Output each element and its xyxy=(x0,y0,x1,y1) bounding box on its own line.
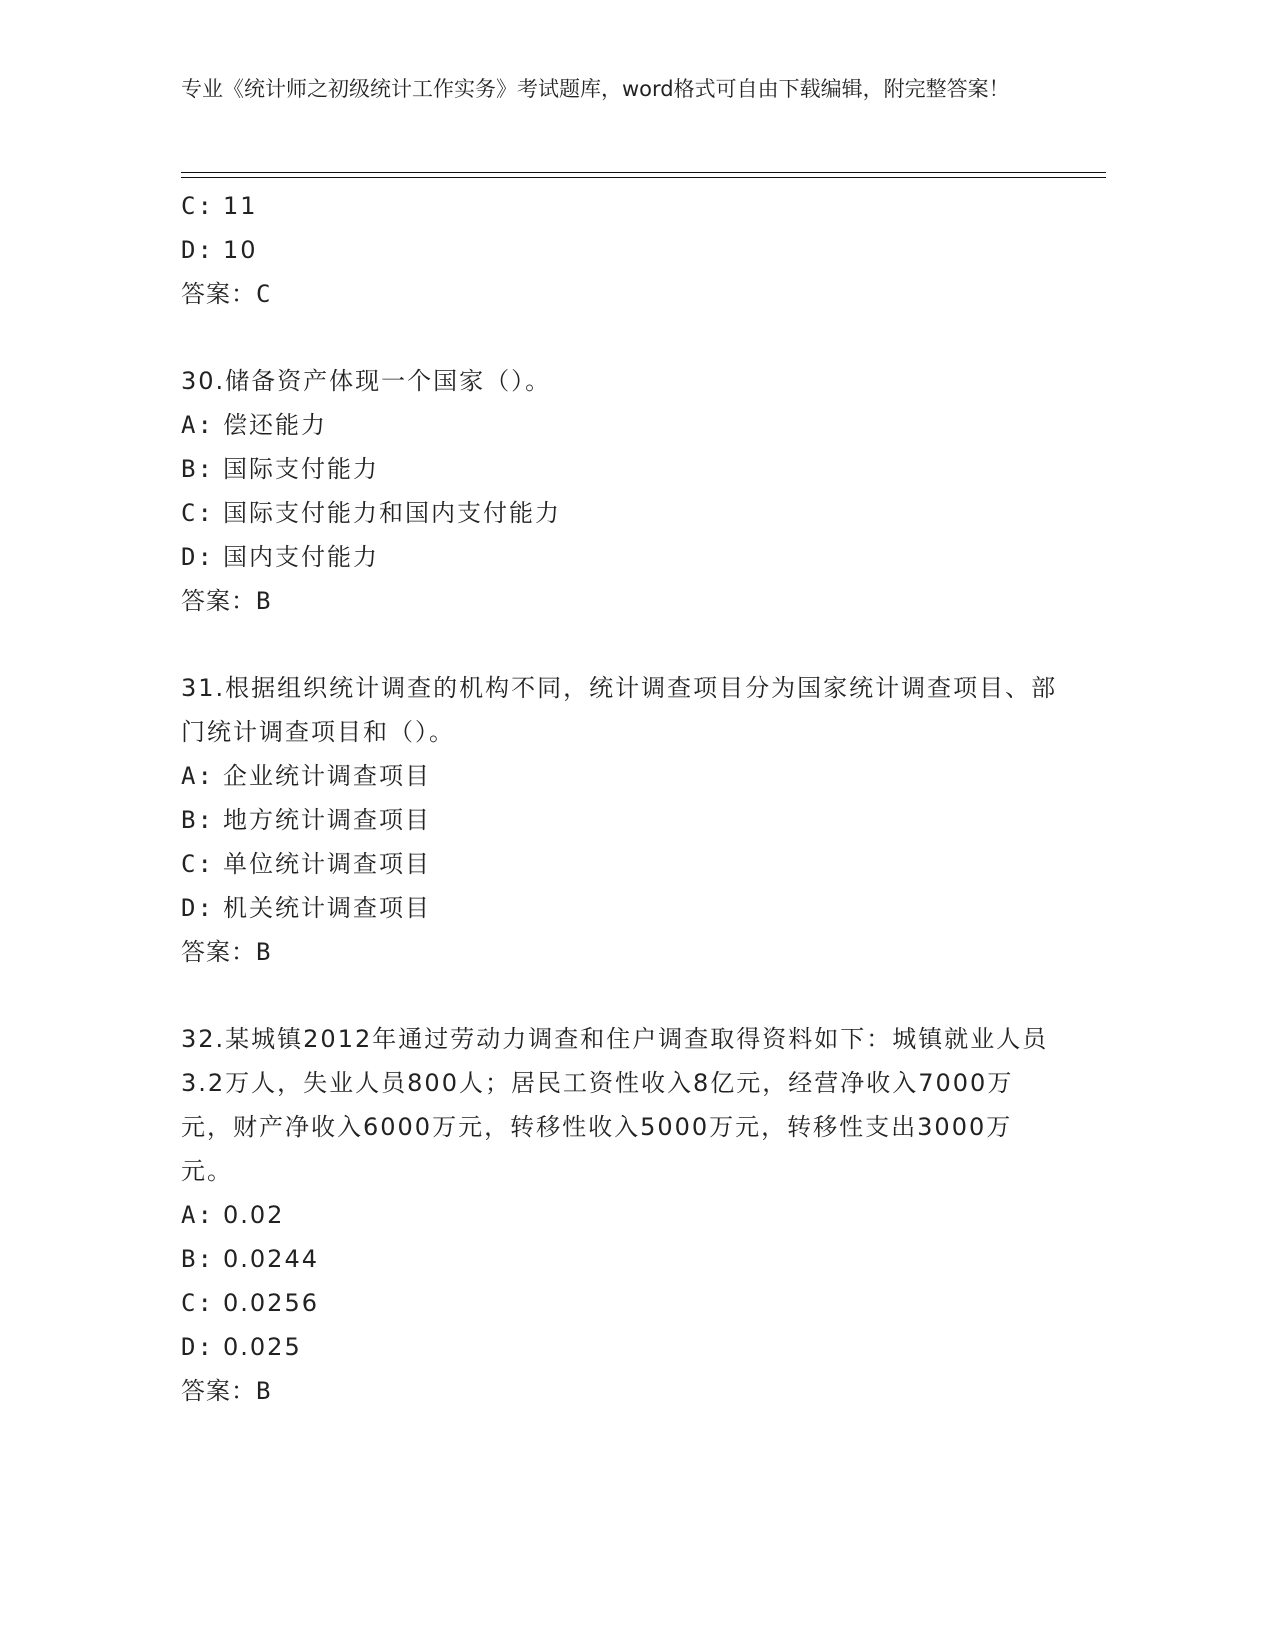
answer-line xyxy=(181,579,1061,623)
option-letter: B: xyxy=(181,1245,214,1273)
option-a xyxy=(181,754,1061,798)
option-c xyxy=(181,184,1061,228)
option-text: 0.0256 xyxy=(223,1289,319,1317)
answer-line xyxy=(181,1369,1061,1413)
question-stem: 32.某城镇2012年通过劳动力调查和住户调查取得资料如下：城镇就业人员3.2万人，失业人员800人；居民工资性收入8亿元，经营净收入7000万元，财产净收入6000万元，转移性收入5000万元，转移性支出3000万元。 xyxy=(181,1025,1049,1185)
option-a xyxy=(181,1193,1061,1237)
option-letter: C: xyxy=(181,850,214,878)
option-a xyxy=(181,403,1061,447)
document-header xyxy=(181,72,1061,107)
option-d xyxy=(181,535,1061,579)
option-letter: B: xyxy=(181,455,214,483)
answer-label: 答案： xyxy=(181,587,256,615)
option-letter: D: xyxy=(181,1333,214,1361)
option-b xyxy=(181,798,1061,842)
header-rule-top xyxy=(181,172,1106,173)
option-d xyxy=(181,1325,1061,1369)
option-text: 11 xyxy=(223,192,258,220)
header-rule-bottom xyxy=(181,177,1106,178)
option-letter: B: xyxy=(181,806,214,834)
option-text: 地方统计调查项目 xyxy=(223,806,431,834)
prev-question-block xyxy=(181,184,1061,316)
option-text: 0.0244 xyxy=(223,1245,319,1273)
option-c xyxy=(181,491,1061,535)
question-list xyxy=(181,184,1061,1413)
option-c xyxy=(181,842,1061,886)
option-text: 国内支付能力 xyxy=(223,543,379,571)
option-d xyxy=(181,228,1061,272)
answer-label: 答案： xyxy=(181,1377,256,1405)
option-letter: A: xyxy=(181,411,214,439)
option-letter: C: xyxy=(181,499,214,527)
option-text: 单位统计调查项目 xyxy=(223,850,431,878)
question-30 xyxy=(181,359,1061,623)
answer-value: B xyxy=(256,938,272,966)
question-32 xyxy=(181,1017,1061,1413)
option-letter: D: xyxy=(181,236,214,264)
option-b xyxy=(181,1237,1061,1281)
option-text: 0.02 xyxy=(223,1201,285,1229)
answer-label: 答案： xyxy=(181,280,256,308)
answer-value: B xyxy=(256,587,272,615)
question-31 xyxy=(181,666,1061,974)
option-text: 0.025 xyxy=(223,1333,302,1361)
option-text: 企业统计调查项目 xyxy=(223,762,431,790)
option-letter: A: xyxy=(181,762,214,790)
option-letter: D: xyxy=(181,543,214,571)
answer-line xyxy=(181,272,1061,316)
answer-value: C xyxy=(256,280,272,308)
option-letter: C: xyxy=(181,1289,214,1317)
answer-label: 答案： xyxy=(181,938,256,966)
option-letter: A: xyxy=(181,1201,214,1229)
option-text: 国际支付能力 xyxy=(223,455,379,483)
option-c xyxy=(181,1281,1061,1325)
option-text: 偿还能力 xyxy=(223,411,327,439)
option-text: 国际支付能力和国内支付能力 xyxy=(223,499,561,527)
option-text: 机关统计调查项目 xyxy=(223,894,431,922)
option-letter: C: xyxy=(181,192,214,220)
question-stem: 30.储备资产体现一个国家（）。 xyxy=(181,367,552,395)
question-stem: 31.根据组织统计调查的机构不同，统计调查项目分为国家统计调查项目、部门统计调查项目和（）。 xyxy=(181,674,1058,746)
answer-line xyxy=(181,930,1061,974)
option-d xyxy=(181,886,1061,930)
option-letter: D: xyxy=(181,894,214,922)
answer-value: B xyxy=(256,1377,272,1405)
option-text: 10 xyxy=(223,236,258,264)
option-b xyxy=(181,447,1061,491)
header-title: 专业《统计师之初级统计工作实务》考试题库，word格式可自由下载编辑，附完整答案！ xyxy=(181,77,1010,101)
